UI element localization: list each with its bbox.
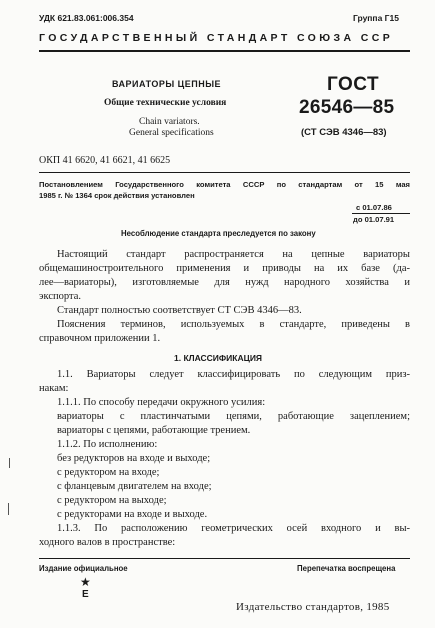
header-rule (39, 50, 410, 52)
standard-banner: ГОСУДАРСТВЕННЫЙ СТАНДАРТ СОЮЗА ССР (39, 32, 394, 44)
star-icon: ★ (80, 575, 91, 589)
udk-code: УДК 621.83.061:006.354 (39, 13, 134, 23)
document-title: ВАРИАТОРЫ ЦЕПНЫЕ (112, 79, 222, 89)
intro-p3-line2: справочном приложении 1. (39, 333, 161, 344)
intro-p2: Стандарт полностью соответствует СТ СЭВ 4346—83. (57, 305, 302, 316)
margin-mark (9, 458, 10, 468)
okp-codes: ОКП 41 6620, 41 6621, 41 6625 (39, 155, 171, 166)
title-rule (39, 172, 410, 173)
publisher: Издательство стандартов, 1985 (236, 601, 390, 613)
margin-mark (8, 503, 9, 515)
clause-1-1-1: 1.1.1. По способу передачи окружного усилия: (57, 397, 266, 408)
validity-from: с 01.07.86 (356, 203, 392, 212)
intro-p1-line4: экспорта. (39, 291, 81, 302)
group-code: Группа Г15 (353, 13, 399, 23)
st-sev-reference: (СТ СЭВ 4346—83) (301, 127, 387, 138)
clause-1-1-line2: накам: (39, 383, 69, 394)
decree-line1: Постановлением Государственного комитета СССР по стандартам от 15 мая (39, 180, 410, 189)
gost-number: 26546—85 (299, 97, 395, 118)
edition-letter: Е (82, 589, 89, 600)
intro-p1-line3: лее—вариаторы), изготовляемые для нужд народного хозяйства и (39, 277, 410, 288)
official-edition: Издание официальное (39, 564, 128, 573)
clause-1-1-2-item: без редукторов на входе и выходе; (57, 453, 211, 464)
decree-line2: 1985 г. № 1364 срок действия установлен (39, 191, 195, 200)
clause-1-1-2-item: с редуктором на выходе; (57, 495, 167, 506)
clause-1-1-1-item-a: вариаторы с пластинчатыми цепями, работающие зацеплением; (57, 411, 410, 422)
document-subtitle: Общие технические условия (104, 98, 227, 108)
validity-to: до 01.07.91 (353, 215, 395, 224)
clause-1-1-3-line2: ходного валов в пространстве: (39, 537, 176, 548)
clause-1-1-2-item: с редукторами на входе и выходе. (57, 509, 208, 520)
footer-rule (39, 558, 410, 559)
validity-rule (352, 213, 410, 214)
english-title-line1: Chain variators. (139, 117, 200, 127)
reprint-prohibited: Перепечатка воспрещена (297, 564, 396, 573)
section-heading: 1. КЛАССИФИКАЦИЯ (174, 353, 263, 363)
clause-1-1-2: 1.1.2. По исполнению: (57, 439, 158, 450)
clause-1-1-3-line1: 1.1.3. По расположению геометрических осей входного и вы- (57, 523, 410, 534)
clause-1-1-2-item: с редуктором на входе; (57, 467, 160, 478)
clause-1-1-line1: 1.1. Вариаторы следует классифицировать по следующим приз- (57, 369, 410, 380)
legal-warning: Несоблюдение стандарта преследуется по закону (121, 229, 316, 238)
gost-label: ГОСТ (327, 74, 380, 95)
clause-1-1-2-item: с фланцевым двигателем на входе; (57, 481, 212, 492)
clause-1-1-1-item-b: вариаторы с цепями, работающие трением. (57, 425, 251, 436)
intro-p1-line2: общемашиностроительного применения и приводы на их базе (да- (39, 263, 410, 274)
intro-p3-line1: Пояснения терминов, используемых в стандарте, приведены в (57, 319, 410, 330)
english-title-line2: General specifications (129, 128, 214, 138)
intro-p1-line1: Настоящий стандарт распространяется на цепные вариаторы (57, 249, 410, 260)
